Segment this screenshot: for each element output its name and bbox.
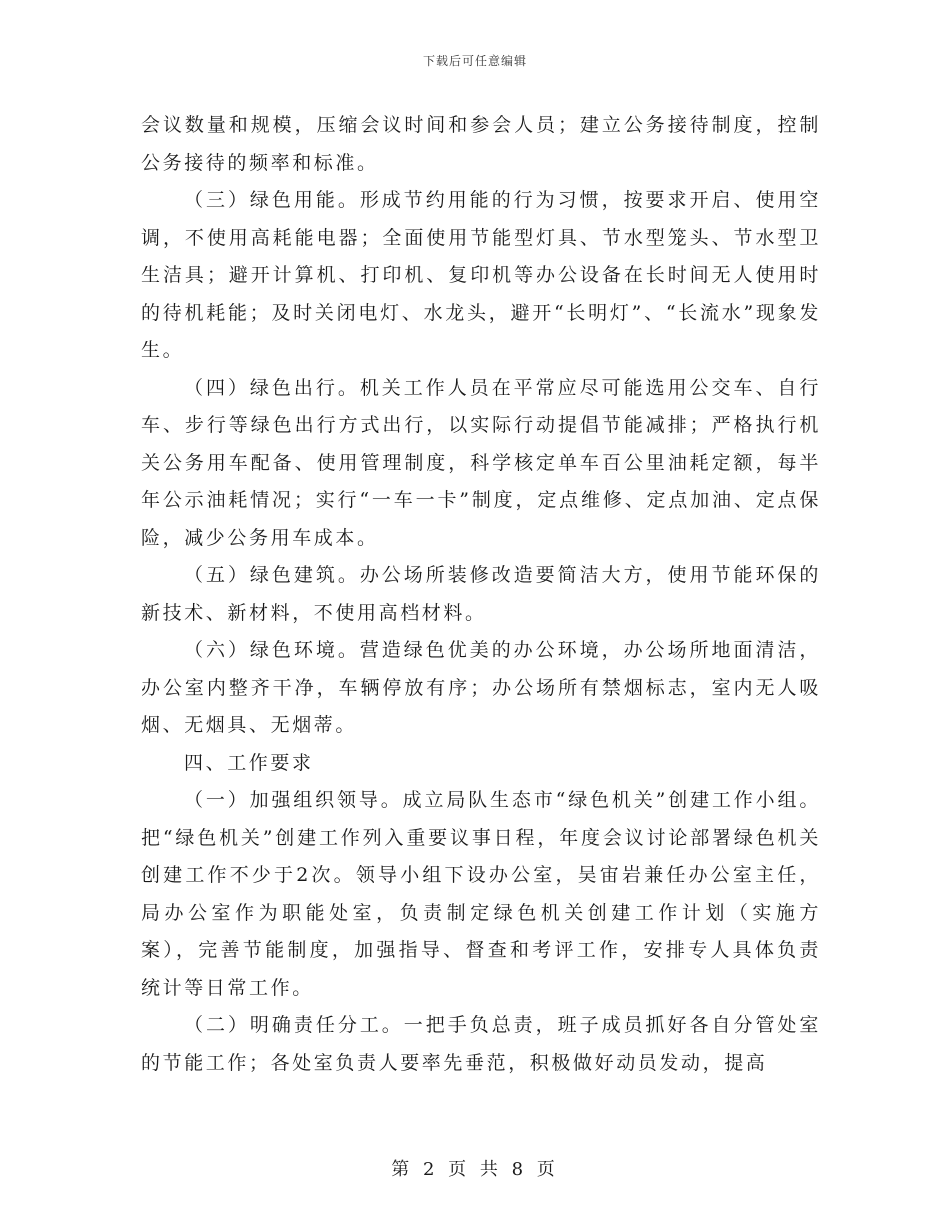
document-body: [141, 107, 821, 1082]
paragraph-green-energy: （三）绿色用能。形成节约用能的行为习惯，按要求开启、使用空调，不使用高耗能电器；全面使用节能型灯具、节水型笼头、节水型卫生洁具；避开计算机、打印机、复印机等办公设备在长时间无人使用时的待机耗能；及时关闭电灯、水龙头，避开“长明灯”、“长流水”现象发生。: [141, 189, 821, 361]
paragraph-green-building: （五）绿色建筑。办公场所装修改造要简洁大方，使用节能环保的新技术、新材料，不使用高档材料。: [141, 564, 821, 624]
page-header: 下载后可任意编辑: [422, 54, 527, 68]
paragraph-green-environment: （六）绿色环境。营造绿色优美的办公环境，办公场所地面清洁，办公室内整齐干净，车辆停放有序；办公场所有禁烟标志，室内无人吸烟、无烟具、无烟蒂。: [141, 639, 821, 736]
paragraph-continuation: 会议数量和规模，压缩会议时间和参会人员；建立公务接待制度，控制公务接待的频率和标准。: [141, 114, 821, 174]
paragraph-organization-leadership: （一）加强组织领导。成立局队生态市“绿色机关”创建工作小组。把“绿色机关”创建工作列入重要议事日程，年度会议讨论部署绿色机关创建工作不少于2次。领导小组下设办公室，吴宙岩兼任办公室主任，局办公室作为职能处室，负责制定绿色机关创建工作计划（实施方案），完善节能制度，加强指导、督查和考评工作，安排专人具体负责统计等日常工作。: [141, 789, 821, 999]
paragraph-responsibility-division: （二）明确责任分工。一把手负总责，班子成员抓好各自分管处室的节能工作；各处室负责人要率先垂范，积极做好动员发动，提高: [141, 1014, 821, 1074]
page-number: 第 2 页 共 8 页: [391, 1159, 559, 1180]
section-heading-work-requirements: 四、工作要求: [184, 751, 314, 774]
paragraph-green-travel: （四）绿色出行。机关工作人员在平常应尽可能选用公交车、自行车、步行等绿色出行方式出行，以实际行动提倡节能减排；严格执行机关公务用车配备、使用管理制度，科学核定单车百公里油耗定额，每半年公示油耗情况；实行“一车一卡”制度，定点维修、定点加油、定点保险，减少公务用车成本。: [141, 376, 821, 549]
